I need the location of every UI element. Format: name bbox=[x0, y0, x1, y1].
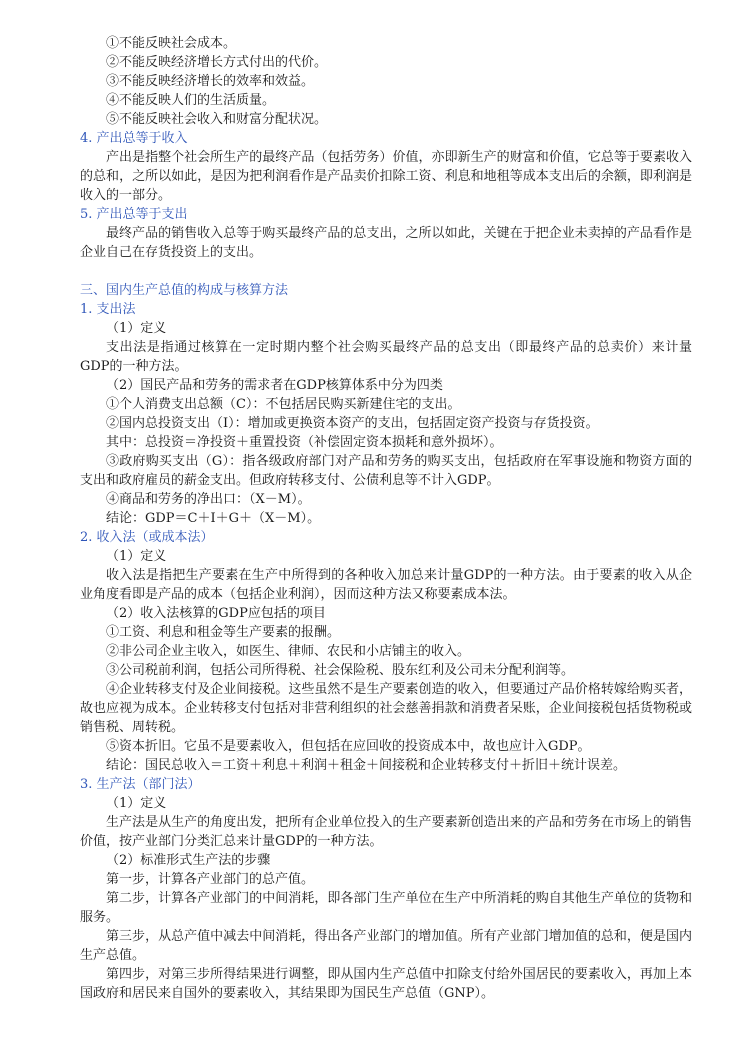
list-item: （1）定义 bbox=[106, 796, 167, 811]
section-heading: 2. 收入法（或成本法） bbox=[80, 530, 214, 545]
spacer bbox=[80, 262, 692, 281]
document-body bbox=[80, 34, 692, 1003]
list-item: （2）收入法核算的GDP应包括的项目 bbox=[106, 606, 326, 621]
list-item: ③不能反映经济增长的效率和效益。 bbox=[106, 74, 315, 89]
section-heading: 1. 支出法 bbox=[80, 302, 136, 317]
section-heading: 三、国内生产总值的构成与核算方法 bbox=[80, 283, 289, 298]
section-heading: 3. 生产法（部门法） bbox=[80, 777, 201, 792]
list-item: （1）定义 bbox=[106, 321, 167, 336]
list-item: ②国内总投资支出（I）：增加或更换资本资产的支出，包括固定资产投资与存货投资。 bbox=[106, 416, 599, 431]
list-item: ④不能反映人们的生活质量。 bbox=[106, 93, 276, 108]
list-item: ③公司税前利润，包括公司所得税、社会保险税、股东红利及公司未分配利润等。 bbox=[106, 663, 575, 678]
list-item: 结论：国民总收入＝工资＋利息＋利润＋租金＋间接税和企业转移支付＋折旧＋统计误差。 bbox=[106, 758, 627, 773]
paragraph: 第四步，对第三步所得结果进行调整，即从国内生产总值中扣除支付给外国居民的要素收入，再加上本国政府和居民来自国外的要素收入，其结果即为国民生产总值（GNP）。 bbox=[80, 967, 692, 1001]
paragraph: 产出是指整个社会所生产的最终产品（包括劳务）价值，亦即新生产的财富和价值，它总等于要素收入的总和，之所以如此，是因为把利润看作是产品卖价扣除工资、利息和地租等成本支出后的余额，即利润是收入的一部分。 bbox=[80, 150, 692, 203]
list-item: ①工资、利息和租金等生产要素的报酬。 bbox=[106, 625, 341, 640]
paragraph: 收入法是指把生产要素在生产中所得到的各种收入加总来计量GDP的一种方法。由于要素的收入从企业角度看即是产品的成本（包括企业利润），因而这种方法又称要素成本法。 bbox=[80, 568, 692, 602]
list-item: ②不能反映经济增长方式付出的代价。 bbox=[106, 55, 328, 70]
paragraph: 最终产品的销售收入总等于购买最终产品的总支出，之所以如此，关键在于把企业未卖掉的产品看作是企业自己在存货投资上的支出。 bbox=[80, 226, 692, 260]
list-item: ④商品和劳务的净出口：（X－M）。 bbox=[106, 492, 311, 507]
paragraph: 第二步，计算各产业部门的中间消耗，即各部门生产单位在生产中所消耗的购自其他生产单位的货物和服务。 bbox=[80, 891, 692, 925]
list-item: ①不能反映社会成本。 bbox=[106, 36, 237, 51]
list-item: 其中：总投资＝净投资＋重置投资（补偿固定资本损耗和意外损坏）。 bbox=[106, 435, 503, 450]
paragraph: ④企业转移支付及企业间接税。这些虽然不是生产要素创造的收入，但要通过产品价格转嫁给购买者，故也应视为成本。企业转移支付包括对非营利组织的社会慈善捐款和消费者呆账，企业间接税包括货物税或销售税、周转税。 bbox=[80, 682, 692, 735]
list-item: （2）标准形式生产法的步骤 bbox=[106, 853, 271, 868]
list-item: （1）定义 bbox=[106, 549, 167, 564]
list-item: ②非公司企业主收入，如医生、律师、农民和小店铺主的收入。 bbox=[106, 644, 471, 659]
paragraph: 生产法是从生产的角度出发，把所有企业单位投入的生产要素新创造出来的产品和劳务在市场上的销售价值，按产业部门分类汇总来计量GDP的一种方法。 bbox=[80, 815, 692, 849]
section-heading: 4. 产出总等于收入 bbox=[80, 131, 188, 146]
paragraph: 第三步，从总产值中减去中间消耗，得出各产业部门的增加值。所有产业部门增加值的总和，便是国内生产总值。 bbox=[80, 929, 692, 963]
list-item: （2）国民产品和劳务的需求者在GDP核算体系中分为四类 bbox=[106, 378, 443, 393]
paragraph: ③政府购买支出（G）：指各级政府部门对产品和劳务的购买支出，包括政府在军事设施和物资方面的支出和政府雇员的薪金支出。但政府转移支付、公债利息等不计入GDP。 bbox=[80, 454, 692, 488]
list-item: ⑤不能反映社会收入和财富分配状况。 bbox=[106, 112, 328, 127]
section-heading: 5. 产出总等于支出 bbox=[80, 207, 188, 222]
list-item: ①个人消费支出总额（C）：不包括居民购买新建住宅的支出。 bbox=[106, 397, 461, 412]
list-item: ⑤资本折旧。它虽不是要素收入，但包括在应回收的投资成本中，故也应计入GDP。 bbox=[106, 739, 591, 754]
list-item: 结论：GDP＝C＋I＋G＋（X－M）。 bbox=[106, 511, 321, 526]
list-item: 第一步，计算各产业部门的总产值。 bbox=[106, 872, 315, 887]
paragraph: 支出法是指通过核算在一定时期内整个社会购买最终产品的总支出（即最终产品的总卖价）来计量GDP的一种方法。 bbox=[80, 340, 692, 374]
